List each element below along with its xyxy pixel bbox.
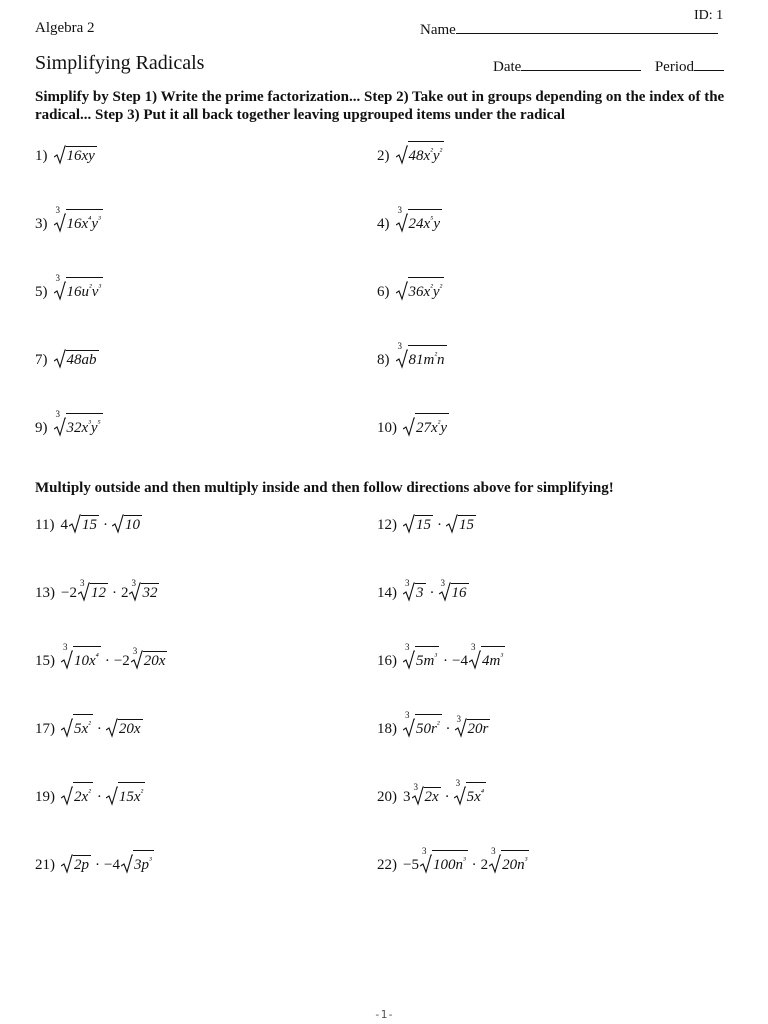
radical-sign-icon xyxy=(61,854,73,874)
date-period-fields xyxy=(493,57,724,76)
date-blank xyxy=(521,57,641,71)
radicand: $5x^{^2}$ xyxy=(73,714,93,738)
problem-item xyxy=(35,776,145,806)
problem-number: 17) xyxy=(35,721,55,737)
problem-item xyxy=(35,572,159,602)
radical-expression xyxy=(69,514,99,534)
multiply-operator: · xyxy=(96,721,102,737)
radical-index: 3 xyxy=(55,205,60,215)
coefficient: −4 xyxy=(452,653,469,669)
problem-number: 8) xyxy=(377,352,390,368)
radical-sign-icon xyxy=(61,650,73,670)
radical-expression xyxy=(54,349,99,369)
multiply-operator: · xyxy=(95,857,100,873)
radicand: 16 xyxy=(451,585,467,601)
radicand: 16xy xyxy=(66,148,95,164)
multiply-operator: · xyxy=(96,789,102,805)
multiply-operator: · xyxy=(471,857,477,873)
instructions-simplify: Simplify by Step 1) Write the prime factorization... Step 2) Take out in groups depending on the index of the radical... Step 3) Put it all back together leaving upgrouped items under the radical xyxy=(35,89,725,123)
radical-sign-icon xyxy=(54,281,66,301)
radical-expression xyxy=(61,642,101,670)
radical-expression xyxy=(396,341,447,369)
radical-expression xyxy=(61,854,91,874)
radical-index: 3 xyxy=(405,578,410,588)
radical-sign-icon xyxy=(454,786,466,806)
radicand: 10 xyxy=(124,517,140,533)
radicand: 20x xyxy=(143,653,166,669)
radical-expression xyxy=(439,578,469,602)
radicand: 32 xyxy=(142,585,158,601)
radical-index: 3 xyxy=(79,578,85,588)
radical-expression xyxy=(106,782,145,806)
radical-index: 3 xyxy=(131,578,136,588)
problem-number: 7) xyxy=(35,352,48,368)
radicand: 15 xyxy=(416,517,431,533)
radical-index: 3 xyxy=(471,642,476,652)
radical-expression xyxy=(403,578,426,602)
date-label: Date xyxy=(493,59,522,75)
radical-expression xyxy=(54,409,103,437)
radical-expression xyxy=(131,646,168,670)
problem-item xyxy=(35,271,103,301)
radicand: 3 xyxy=(416,585,424,601)
problem-number: 10) xyxy=(377,420,397,436)
multiply-operator: · xyxy=(445,721,451,737)
radical-sign-icon xyxy=(469,650,481,670)
radical-index: 3 xyxy=(132,646,138,656)
radicand: $3p^{^3}$ xyxy=(133,850,154,874)
radical-index: 3 xyxy=(405,642,410,652)
radical-expression xyxy=(54,145,97,165)
radical-sign-icon xyxy=(446,514,458,534)
problem-number: 20) xyxy=(377,789,397,805)
problem-item xyxy=(35,708,143,738)
radical-index: 3 xyxy=(55,273,60,283)
coefficient: 2 xyxy=(120,585,129,601)
multiply-operator: · xyxy=(443,653,449,669)
radical-expression xyxy=(489,846,529,874)
problem-number: 12) xyxy=(377,517,397,533)
name-field xyxy=(420,20,718,39)
period-label: Period xyxy=(654,59,694,75)
radicand: 15 xyxy=(81,517,97,533)
problem-number: 19) xyxy=(35,789,55,805)
radical-sign-icon xyxy=(489,854,501,874)
multiply-operator: · xyxy=(104,653,110,669)
radical-expression xyxy=(129,578,159,602)
problem-item xyxy=(377,339,447,369)
radical-sign-icon xyxy=(54,213,66,233)
radicand: $32x^{^3}y^{^5}$ xyxy=(66,413,103,437)
problem-number: 6) xyxy=(377,284,390,300)
radical-expression xyxy=(396,141,445,165)
radical-sign-icon xyxy=(403,514,415,534)
problem-item xyxy=(377,504,476,534)
radical-sign-icon xyxy=(112,514,124,534)
multiply-operator: · xyxy=(437,517,442,533)
radicand: $48x^{^2}y^{^2}$ xyxy=(408,141,445,165)
radicand: $27x^{^2}y$ xyxy=(415,413,449,437)
radicand: 2p xyxy=(74,857,89,873)
radical-expression xyxy=(420,846,468,874)
radical-sign-icon xyxy=(403,417,415,437)
radical-sign-icon xyxy=(106,718,118,738)
radicand: 2x xyxy=(424,789,439,805)
problem-number: 5) xyxy=(35,284,48,300)
coefficient: −2 xyxy=(61,585,77,601)
coefficient: 2 xyxy=(480,857,489,873)
problem-item xyxy=(35,640,167,670)
problem-item xyxy=(377,203,442,233)
radical-expression xyxy=(78,578,108,602)
problem-number: 1) xyxy=(35,148,48,164)
radicand: $16u^{^2}v^{^3}$ xyxy=(66,277,104,301)
radical-index: 3 xyxy=(397,205,402,215)
radical-sign-icon xyxy=(54,417,66,437)
problem-item xyxy=(377,776,486,806)
radical-index: 3 xyxy=(397,341,402,351)
radical-sign-icon xyxy=(106,786,118,806)
radicand: $2x^{^2}$ xyxy=(73,782,93,806)
radical-sign-icon xyxy=(121,854,133,874)
problem-number: 14) xyxy=(377,585,397,601)
radical-sign-icon xyxy=(61,786,73,806)
radicand: $5m^{^3}$ xyxy=(415,646,439,670)
problem-item xyxy=(377,271,444,301)
radical-expression xyxy=(403,413,449,437)
multiply-operator: · xyxy=(102,517,108,533)
page-title: Simplifying Radicals xyxy=(35,52,205,74)
radicand: $81m^{^2}n$ xyxy=(408,345,447,369)
problem-number: 9) xyxy=(35,420,48,436)
radical-expression xyxy=(54,205,103,233)
radical-sign-icon xyxy=(54,349,66,369)
radical-index: 3 xyxy=(55,409,60,419)
problem-number: 15) xyxy=(35,653,55,669)
radicand: $4m^{^3}$ xyxy=(481,646,505,670)
radical-index: 3 xyxy=(405,710,410,720)
radical-sign-icon xyxy=(69,514,81,534)
problem-number: 13) xyxy=(35,585,55,601)
radical-sign-icon xyxy=(403,718,415,738)
radical-sign-icon xyxy=(396,281,408,301)
multiply-operator: · xyxy=(444,789,450,805)
radicand: $100n^{^3}$ xyxy=(432,850,468,874)
radical-expression xyxy=(61,714,93,738)
radical-index: 3 xyxy=(440,578,445,588)
instructions-multiply: Multiply outside and then multiply inside and then follow directions above for simplifying! xyxy=(35,480,614,496)
multiply-operator: · xyxy=(111,585,117,601)
problem-item xyxy=(35,339,99,369)
worksheet-id: ID: 1 xyxy=(694,8,724,23)
radicand: $50r^{^2}$ xyxy=(415,714,442,738)
radicand: $16x^{^4}y^{^3}$ xyxy=(66,209,103,233)
radical-sign-icon xyxy=(54,145,66,165)
problem-number: 3) xyxy=(35,216,48,232)
problem-item xyxy=(35,203,103,233)
radical-expression xyxy=(61,782,93,806)
problem-number: 11) xyxy=(35,517,55,533)
problem-item xyxy=(377,572,469,602)
problem-item xyxy=(377,135,444,165)
radical-expression xyxy=(403,710,442,738)
radical-expression xyxy=(121,850,154,874)
radicand: $24x^{^5}y$ xyxy=(408,209,442,233)
radical-index: 3 xyxy=(455,778,461,788)
radical-index: 3 xyxy=(456,714,462,724)
radical-index: 3 xyxy=(491,846,496,856)
radicand: $10x^{^4}$ xyxy=(73,646,101,670)
radicand: 48ab xyxy=(66,352,97,368)
problem-item xyxy=(35,844,154,874)
radical-expression xyxy=(469,642,505,670)
problem-item xyxy=(377,640,505,670)
problem-item xyxy=(35,135,97,165)
radical-expression xyxy=(54,273,104,301)
page-number: -1- xyxy=(374,1008,394,1021)
radical-expression xyxy=(403,642,439,670)
radical-sign-icon xyxy=(420,854,432,874)
multiply-operator: · xyxy=(429,585,435,601)
name-label: Name xyxy=(420,22,456,38)
problem-number: 21) xyxy=(35,857,55,873)
radical-expression xyxy=(106,718,143,738)
radicand: $15x^{^2}$ xyxy=(118,782,145,806)
problem-item xyxy=(35,407,103,437)
coefficient: 4 xyxy=(60,517,68,533)
problem-number: 16) xyxy=(377,653,397,669)
problem-item xyxy=(377,844,529,874)
radical-sign-icon xyxy=(403,650,415,670)
problem-number: 4) xyxy=(377,216,390,232)
radical-expression xyxy=(454,778,486,806)
coefficient: −4 xyxy=(104,857,120,873)
problem-number: 18) xyxy=(377,721,397,737)
radical-expression xyxy=(396,277,445,301)
radical-sign-icon xyxy=(396,145,408,165)
course-name: Algebra 2 xyxy=(35,20,95,36)
coefficient: −2 xyxy=(113,653,130,669)
radicand: 15 xyxy=(459,517,474,533)
radical-expression xyxy=(412,782,441,806)
radical-sign-icon xyxy=(396,349,408,369)
radical-index: 3 xyxy=(421,846,427,856)
radical-expression xyxy=(446,514,476,534)
problem-item xyxy=(35,504,142,534)
radicand: $20n^{^3}$ xyxy=(501,850,529,874)
radical-sign-icon xyxy=(61,718,73,738)
radicand: 12 xyxy=(90,585,106,601)
problem-item xyxy=(377,407,449,437)
radical-index: 3 xyxy=(413,782,418,792)
name-blank xyxy=(456,20,718,34)
radicand: $5x^{^4}$ xyxy=(466,782,486,806)
problem-item xyxy=(377,708,490,738)
radical-index: 3 xyxy=(63,642,68,652)
coefficient: −5 xyxy=(403,857,419,873)
radical-expression xyxy=(403,514,433,534)
radical-expression xyxy=(112,514,142,534)
coefficient: 3 xyxy=(403,789,411,805)
radicand: $36x^{^2}y^{^2}$ xyxy=(408,277,445,301)
radical-sign-icon xyxy=(396,213,408,233)
radical-expression xyxy=(455,714,491,738)
radicand: 20r xyxy=(467,721,489,737)
radical-expression xyxy=(396,205,442,233)
radicand: 20x xyxy=(118,721,141,737)
problem-number: 2) xyxy=(377,148,390,164)
problem-number: 22) xyxy=(377,857,397,873)
period-blank xyxy=(694,57,724,71)
